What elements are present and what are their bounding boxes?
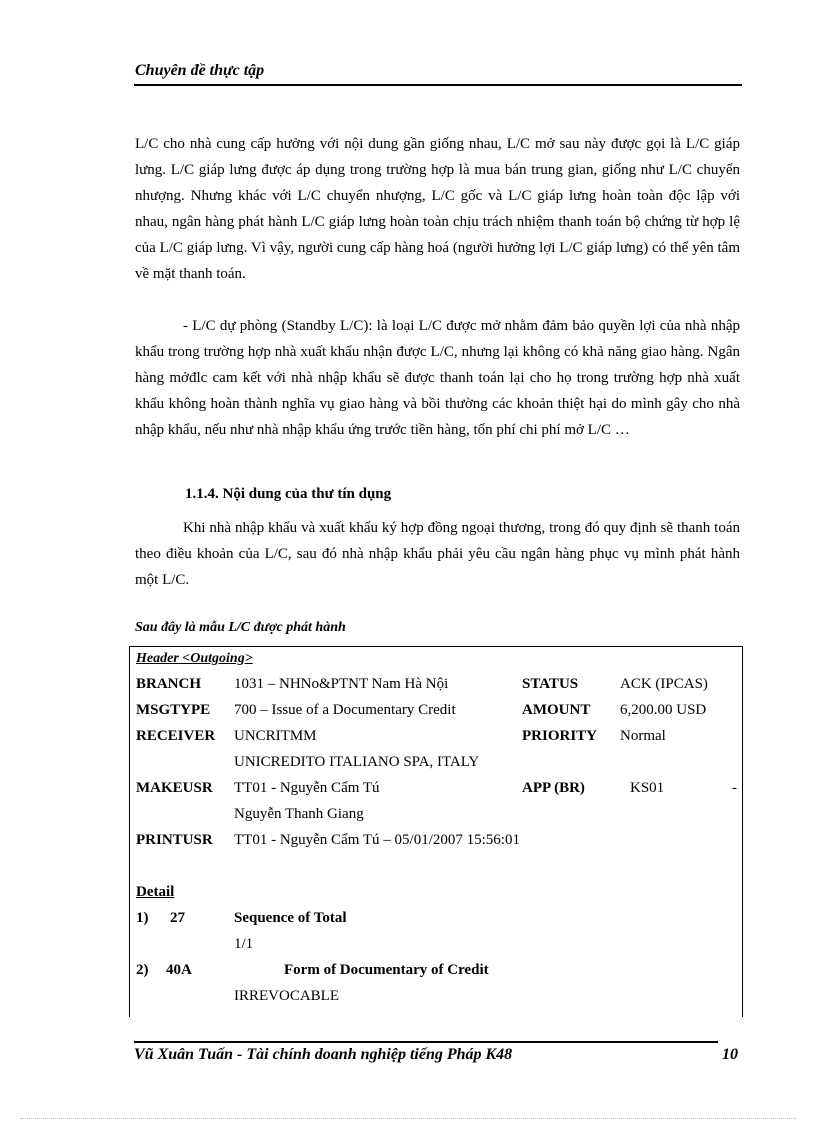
makeusr-value: TT01 - Nguyễn Cẩm Tú	[234, 780, 380, 796]
paragraph-standby-lc: - L/C dự phòng (Standby L/C): là loại L/C được mở nhằm đảm bảo quyền lợi của nhà nhập khẩu trong trường hợp nhà xuất khẩu nhận được L/C, nhưng lại không có khả năng giao hàng. Ngân hàng mởđlc cam kết với nhà nhập khẩu sẽ được thanh toán lại cho họ trong trường hợp nhà xuất khẩu không hoàn thành nghĩa vụ giao hàng và bồi thường các khoản thiệt hại do mình gây cho nhà nhập khẩu, nếu như nhà nhập khẩu ứng trước tiền hàng, tốn phí chi phí mở L/C …	[135, 318, 740, 438]
amount-value: 6,200.00 USD	[620, 702, 707, 718]
detail-item-code: 27	[170, 910, 185, 926]
printusr-label: PRINTUSR	[136, 832, 213, 848]
receiver-value-line2: UNICREDITO ITALIANO SPA, ITALY	[234, 754, 480, 770]
detail-item-value: 1/1	[234, 936, 254, 952]
app-value: KS01	[630, 780, 665, 796]
footer-rule	[134, 1041, 718, 1043]
lc-sample-box	[129, 646, 743, 1017]
detail-item-number: 2)	[136, 962, 149, 978]
lc-sample-caption: Sau đây là mẫu L/C được phát hành	[135, 620, 346, 635]
lc-header-label: Header <Outgoing>	[136, 651, 253, 666]
priority-label: PRIORITY	[522, 728, 598, 744]
amount-label: AMOUNT	[522, 702, 591, 718]
priority-value: Normal	[620, 728, 666, 744]
footer-author: Vũ Xuân Tuấn - Tài chính doanh nghiệp tiếng Pháp K48	[134, 1046, 513, 1063]
msgtype-label: MSGTYPE	[136, 702, 211, 718]
receiver-value: UNCRITMM	[234, 728, 317, 744]
page-bottom-dotted-line	[20, 1118, 796, 1119]
paragraph-lc-content: Khi nhà nhập khẩu và xuất khẩu ký hợp đồng ngoại thương, trong đó quy định sẽ thanh toán theo điều khoản của L/C, sau đó nhà nhập khẩu phải yêu cầu ngân hàng phục vụ mình phát hành một L/C.	[135, 520, 740, 588]
makeusr-label: MAKEUSR	[136, 780, 213, 796]
detail-item-value: IRREVOCABLE	[234, 988, 339, 1004]
section-heading: 1.1.4. Nội dung của thư tín dụng	[185, 486, 392, 502]
page-number: 10	[722, 1046, 738, 1063]
header-rule	[134, 84, 742, 86]
receiver-label: RECEIVER	[136, 728, 216, 744]
status-value: ACK (IPCAS)	[620, 676, 708, 692]
msgtype-value: 700 – Issue of a Documentary Credit	[234, 702, 456, 718]
printusr-value: TT01 - Nguyễn Cẩm Tú – 05/01/2007 15:56:01	[234, 832, 520, 848]
status-label: STATUS	[522, 676, 579, 692]
page-header-title: Chuyên đề thực tập	[135, 62, 265, 79]
app-label: APP (BR)	[522, 780, 585, 796]
detail-item-title: Sequence of Total	[234, 910, 347, 926]
branch-label: BRANCH	[136, 676, 202, 692]
app-dash: -	[732, 780, 737, 796]
detail-item-title: Form of Documentary of Credit	[284, 962, 489, 978]
paragraph-back-to-back-lc: L/C cho nhà cung cấp hưởng với nội dung gần giống nhau, L/C mở sau này được gọi là L/C giáp lưng. L/C giáp lưng được áp dụng trong trường hợp là mua bán trung gian, giống như L/C chuyển nhượng. Nhưng khác với L/C chuyển nhượng, L/C gốc và L/C giáp lưng hoàn toàn độc lập với nhau, ngân hàng phát hành L/C giáp lưng hoàn toàn chịu trách nhiệm thanh toán bộ chứng từ hợp lệ của L/C giáp lưng. Vì vậy, người cung cấp hàng hoá (người hưởng lợi L/C giáp lưng) có thể yên tâm về mặt thanh toán.	[135, 136, 740, 282]
makeusr-value-line2: Nguyễn Thanh Giang	[234, 806, 364, 822]
branch-value: 1031 – NHNo&PTNT Nam Hà Nội	[234, 676, 449, 692]
detail-item-code: 40A	[166, 962, 192, 978]
detail-item-number: 1)	[136, 910, 149, 926]
detail-label: Detail	[136, 884, 175, 900]
